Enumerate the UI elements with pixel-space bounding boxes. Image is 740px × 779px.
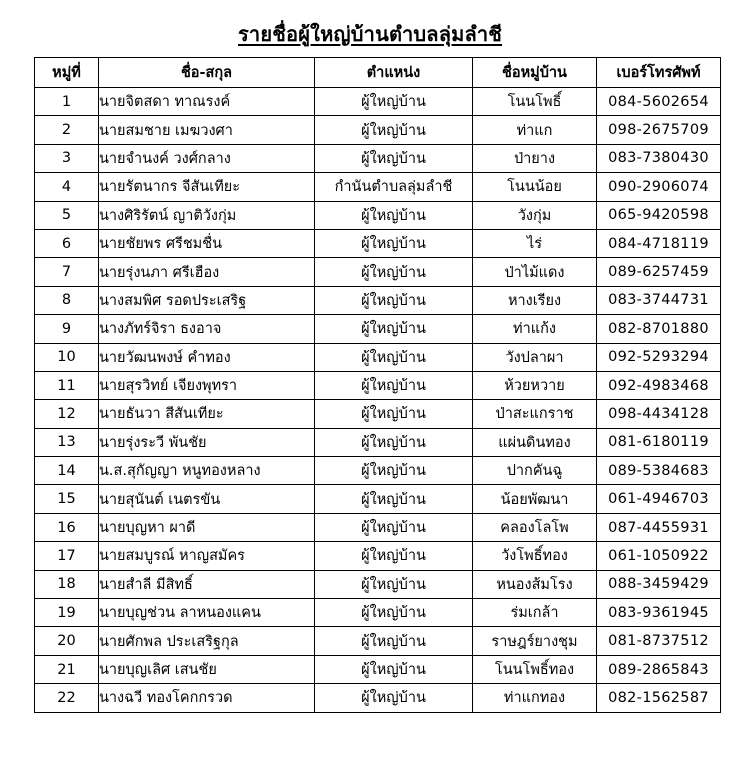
cell-phone: 083-3744731 xyxy=(597,286,721,314)
cell-village-name: วังกุ่ม xyxy=(473,201,597,229)
cell-village-name: ป่ายาง xyxy=(473,144,597,172)
table-row xyxy=(35,599,721,627)
table-row xyxy=(35,400,721,428)
cell-village-name: ร่มเกล้า xyxy=(473,599,597,627)
table-row xyxy=(35,684,721,712)
cell-full-name: นายรุ่งระวี พันชัย xyxy=(99,428,315,456)
cell-full-name: นายสุรวิทย์ เจียงพุทรา xyxy=(99,371,315,399)
cell-village-no: 1 xyxy=(35,88,99,116)
cell-village-name: ราษฎร์ยางชุม xyxy=(473,627,597,655)
cell-position: ผู้ใหญ่บ้าน xyxy=(315,542,473,570)
cell-village-no: 21 xyxy=(35,655,99,683)
cell-village-name: ท่าแก xyxy=(473,116,597,144)
page-title: รายชื่อผู้ใหญ่บ้านตำบลลุ่มลำชี xyxy=(237,22,503,46)
cell-village-name: หนองส้มโรง xyxy=(473,570,597,598)
header-full-name: ชื่อ-สกุล xyxy=(99,58,315,88)
cell-village-name: ห้วยหวาย xyxy=(473,371,597,399)
cell-phone: 092-4983468 xyxy=(597,371,721,399)
cell-village-name: ป่าสะแกราช xyxy=(473,400,597,428)
cell-position: ผู้ใหญ่บ้าน xyxy=(315,315,473,343)
cell-village-no: 9 xyxy=(35,315,99,343)
table-row xyxy=(35,542,721,570)
table-row xyxy=(35,173,721,201)
cell-phone: 083-7380430 xyxy=(597,144,721,172)
cell-position: ผู้ใหญ่บ้าน xyxy=(315,684,473,712)
table-body xyxy=(35,88,721,713)
cell-full-name: นายบุญเลิศ เสนชัย xyxy=(99,655,315,683)
table-row xyxy=(35,457,721,485)
cell-full-name: นายสมบูรณ์ หาญสมัคร xyxy=(99,542,315,570)
cell-position: ผู้ใหญ่บ้าน xyxy=(315,655,473,683)
table-row xyxy=(35,229,721,257)
table-row xyxy=(35,485,721,513)
cell-position: ผู้ใหญ่บ้าน xyxy=(315,88,473,116)
table-row xyxy=(35,428,721,456)
cell-village-no: 22 xyxy=(35,684,99,712)
table-row xyxy=(35,144,721,172)
cell-full-name: นายศักพล ประเสริฐกุล xyxy=(99,627,315,655)
cell-full-name: นางสมพิศ รอดประเสริฐ xyxy=(99,286,315,314)
cell-village-name: วังโพธิ์ทอง xyxy=(473,542,597,570)
cell-full-name: นายสมชาย เมฆวงศา xyxy=(99,116,315,144)
table-row xyxy=(35,371,721,399)
cell-village-no: 5 xyxy=(35,201,99,229)
cell-position: ผู้ใหญ่บ้าน xyxy=(315,570,473,598)
cell-position: ผู้ใหญ่บ้าน xyxy=(315,258,473,286)
cell-position: กำนันตำบลลุ่มลำชี xyxy=(315,173,473,201)
cell-full-name: นายรัตนากร จีสันเทียะ xyxy=(99,173,315,201)
cell-phone: 084-4718119 xyxy=(597,229,721,257)
header-position: ตำแหน่ง xyxy=(315,58,473,88)
cell-full-name: น.ส.สุกัญญา หนูทองหลาง xyxy=(99,457,315,485)
table-row xyxy=(35,201,721,229)
cell-position: ผู้ใหญ่บ้าน xyxy=(315,428,473,456)
cell-phone: 084-5602654 xyxy=(597,88,721,116)
cell-full-name: นางศิริรัตน์ ญาติวังกุ่ม xyxy=(99,201,315,229)
cell-phone: 065-9420598 xyxy=(597,201,721,229)
cell-phone: 098-4434128 xyxy=(597,400,721,428)
cell-phone: 089-5384683 xyxy=(597,457,721,485)
cell-village-name: คลองโลโพ xyxy=(473,513,597,541)
table-row xyxy=(35,315,721,343)
cell-village-no: 8 xyxy=(35,286,99,314)
cell-village-no: 7 xyxy=(35,258,99,286)
cell-position: ผู้ใหญ่บ้าน xyxy=(315,627,473,655)
cell-phone: 081-8737512 xyxy=(597,627,721,655)
table-row xyxy=(35,258,721,286)
cell-phone: 089-6257459 xyxy=(597,258,721,286)
cell-village-no: 14 xyxy=(35,457,99,485)
cell-position: ผู้ใหญ่บ้าน xyxy=(315,286,473,314)
cell-position: ผู้ใหญ่บ้าน xyxy=(315,400,473,428)
cell-village-no: 2 xyxy=(35,116,99,144)
cell-full-name: นายสำลี มีสิทธิ์ xyxy=(99,570,315,598)
cell-village-no: 15 xyxy=(35,485,99,513)
cell-position: ผู้ใหญ่บ้าน xyxy=(315,371,473,399)
cell-position: ผู้ใหญ่บ้าน xyxy=(315,116,473,144)
cell-full-name: นางภัทร์จิรา ธงอาจ xyxy=(99,315,315,343)
cell-phone: 087-4455931 xyxy=(597,513,721,541)
cell-full-name: นายบุญหา ผาดี xyxy=(99,513,315,541)
cell-village-name: โนนโพธิ์ xyxy=(473,88,597,116)
cell-village-no: 3 xyxy=(35,144,99,172)
cell-village-name: ป่าไม้แดง xyxy=(473,258,597,286)
table-row xyxy=(35,116,721,144)
header-phone: เบอร์โทรศัพท์ xyxy=(597,58,721,88)
cell-village-name: ปากคันฉู xyxy=(473,457,597,485)
cell-village-no: 19 xyxy=(35,599,99,627)
cell-village-no: 13 xyxy=(35,428,99,456)
table-row xyxy=(35,655,721,683)
village-headman-table xyxy=(34,57,721,713)
cell-village-no: 10 xyxy=(35,343,99,371)
cell-phone: 082-8701880 xyxy=(597,315,721,343)
cell-village-name: วังปลาผา xyxy=(473,343,597,371)
cell-full-name: นายจำนงค์ วงศ์กลาง xyxy=(99,144,315,172)
cell-village-no: 18 xyxy=(35,570,99,598)
cell-position: ผู้ใหญ่บ้าน xyxy=(315,343,473,371)
cell-village-no: 17 xyxy=(35,542,99,570)
table-row xyxy=(35,570,721,598)
cell-phone: 098-2675709 xyxy=(597,116,721,144)
cell-phone: 088-3459429 xyxy=(597,570,721,598)
cell-village-name: ท่าแก้ง xyxy=(473,315,597,343)
table-row xyxy=(35,343,721,371)
table-row xyxy=(35,286,721,314)
cell-village-no: 4 xyxy=(35,173,99,201)
cell-position: ผู้ใหญ่บ้าน xyxy=(315,485,473,513)
cell-position: ผู้ใหญ่บ้าน xyxy=(315,457,473,485)
cell-village-no: 11 xyxy=(35,371,99,399)
cell-position: ผู้ใหญ่บ้าน xyxy=(315,229,473,257)
cell-phone: 083-9361945 xyxy=(597,599,721,627)
table-row xyxy=(35,88,721,116)
cell-full-name: นายบุญช่วน ลาหนองแคน xyxy=(99,599,315,627)
cell-village-no: 16 xyxy=(35,513,99,541)
cell-village-name: โนนน้อย xyxy=(473,173,597,201)
cell-full-name: นายชัยพร ศรีชมชื่น xyxy=(99,229,315,257)
cell-phone: 092-5293294 xyxy=(597,343,721,371)
cell-village-no: 6 xyxy=(35,229,99,257)
cell-phone: 090-2906074 xyxy=(597,173,721,201)
cell-village-name: ท่าแกทอง xyxy=(473,684,597,712)
cell-phone: 082-1562587 xyxy=(597,684,721,712)
cell-phone: 089-2865843 xyxy=(597,655,721,683)
cell-village-no: 20 xyxy=(35,627,99,655)
cell-village-name: แผ่นดินทอง xyxy=(473,428,597,456)
cell-full-name: นายสุนันต์ เนตรขัน xyxy=(99,485,315,513)
header-village-no: หมู่ที่ xyxy=(35,58,99,88)
cell-phone: 061-1050922 xyxy=(597,542,721,570)
cell-phone: 061-4946703 xyxy=(597,485,721,513)
header-village-name: ชื่อหมู่บ้าน xyxy=(473,58,597,88)
cell-village-no: 12 xyxy=(35,400,99,428)
cell-position: ผู้ใหญ่บ้าน xyxy=(315,513,473,541)
cell-village-name: น้อยพัฒนา xyxy=(473,485,597,513)
cell-village-name: ไร่ xyxy=(473,229,597,257)
table-header-row xyxy=(35,58,721,88)
cell-full-name: นายธันวา สีสันเทียะ xyxy=(99,400,315,428)
cell-village-name: โนนโพธิ์ทอง xyxy=(473,655,597,683)
cell-position: ผู้ใหญ่บ้าน xyxy=(315,201,473,229)
cell-position: ผู้ใหญ่บ้าน xyxy=(315,599,473,627)
cell-full-name: นายจิตสดา ทาณรงค์ xyxy=(99,88,315,116)
cell-village-name: หางเรียง xyxy=(473,286,597,314)
cell-full-name: นางฉวี ทองโคกกรวด xyxy=(99,684,315,712)
cell-full-name: นายรุ่งนภา ศรีเฮือง xyxy=(99,258,315,286)
cell-full-name: นายวัฒนพงษ์ คำทอง xyxy=(99,343,315,371)
table-row xyxy=(35,627,721,655)
table-row xyxy=(35,513,721,541)
cell-phone: 081-6180119 xyxy=(597,428,721,456)
cell-position: ผู้ใหญ่บ้าน xyxy=(315,144,473,172)
